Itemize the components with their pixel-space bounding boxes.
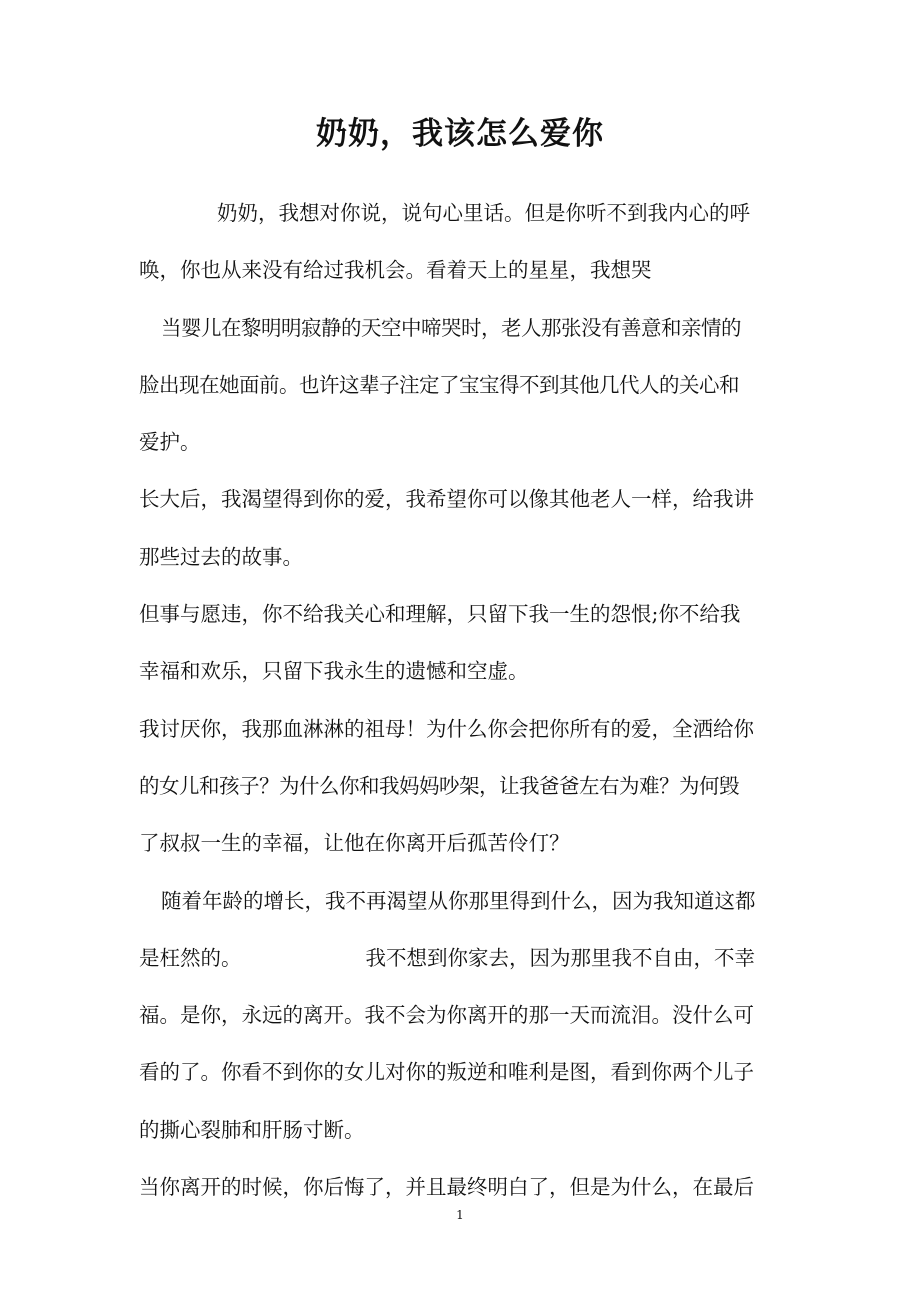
text-line xyxy=(139,1044,784,1101)
text-line xyxy=(139,586,784,643)
text-line-content: 爱护。 xyxy=(139,430,201,455)
text-line xyxy=(139,930,784,987)
text-line xyxy=(139,357,784,414)
text-line-content: 当婴儿在黎明明寂静的天空中啼哭时，老人那张没有善意和亲情的 xyxy=(161,315,741,340)
text-line xyxy=(139,529,784,586)
page-title: 奶奶，我该怎么爱你 xyxy=(316,116,604,152)
text-line xyxy=(139,471,784,528)
text-line xyxy=(139,643,784,700)
text-line-content: 但事与愿违，你不给我关心和理解，只留下我一生的怨恨;你不给我 xyxy=(139,602,741,627)
text-line xyxy=(139,987,784,1044)
text-line-content: 的撕心裂肺和肝肠寸断。 xyxy=(139,1117,365,1142)
text-line xyxy=(139,185,784,242)
text-line xyxy=(139,701,784,758)
text-line-content: 当你离开的时候，你后悔了，并且最终明白了，但是为什么，在最后 xyxy=(139,1175,754,1200)
text-line-content: 我讨厌你，我那血淋淋的祖母！为什么你会把你所有的爱，全洒给你 xyxy=(139,716,754,741)
text-line-content: 脸出现在她面前。也许这辈子注定了宝宝得不到其他几代人的关心和 xyxy=(139,372,739,397)
page-number: 1 xyxy=(456,1208,464,1222)
text-line xyxy=(139,758,784,815)
text-line-content: 随着年龄的增长，我不再渴望从你那里得到什么，因为我知道这都 xyxy=(161,888,756,913)
text-line-content: 的女儿和孩子？为什么你和我妈妈吵架，让我爸爸左右为难？为何毁 xyxy=(139,773,739,798)
text-line-content: 奶奶，我想对你说，说句心里话。但是你听不到我内心的呼 xyxy=(217,201,750,225)
text-line xyxy=(139,414,784,471)
text-line-content: 那些过去的故事。 xyxy=(139,544,303,569)
text-line-content: 看的了。你看不到你的女儿对你的叛逆和唯利是图，看到你两个儿子 xyxy=(139,1060,754,1085)
body-text xyxy=(139,185,784,1216)
text-line xyxy=(139,1102,784,1159)
text-line-content: 是枉然的。 xyxy=(139,945,242,970)
text-line xyxy=(139,815,784,872)
text-line-content: 幸福和欢乐，只留下我永生的遗憾和空虚。 xyxy=(139,659,529,684)
text-line-content: 我不想到你家去，因为那里我不自由，不幸 xyxy=(365,945,755,970)
text-line xyxy=(139,873,784,930)
text-line-content: 福。是你，永远的离开。我不会为你离开的那一天而流泪。没什么可 xyxy=(139,1003,754,1028)
text-line xyxy=(139,300,784,357)
text-line-content: 长大后，我渴望得到你的爱，我希望你可以像其他老人一样，给我讲 xyxy=(139,487,754,512)
text-line-content: 唤，你也从来没有给过我机会。看着天上的星星，我想哭 xyxy=(139,258,652,283)
text-line-content: 了叔叔一生的幸福，让他在你离开后孤苦伶仃？ xyxy=(139,831,570,856)
text-line xyxy=(139,242,784,299)
